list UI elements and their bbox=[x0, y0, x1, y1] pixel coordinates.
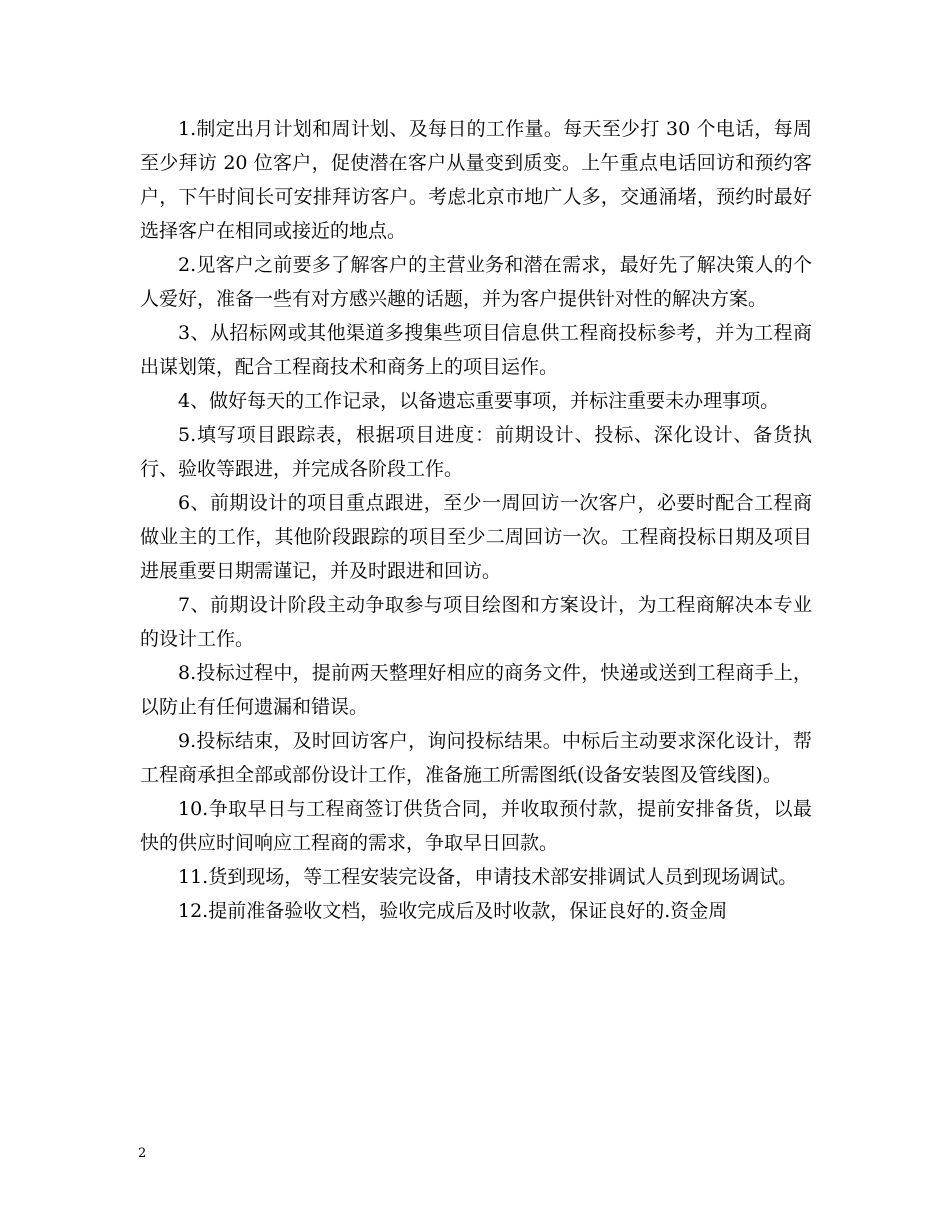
paragraph-10: 10.争取早日与工程商签订供货合同，并收取预付款，提前安排备货，以最快的供应时间响应工程商的需求，争取早日回款。 bbox=[140, 798, 812, 854]
body-text bbox=[140, 112, 812, 928]
paragraph-12: 12.提前准备验收文档，验收完成后及时收款，保证良好的.资金周 bbox=[178, 900, 728, 922]
paragraph-7: 7、前期设计阶段主动争取参与项目绘图和方案设计，为工程商解决本专业的设计工作。 bbox=[140, 594, 812, 650]
paragraph-6: 6、前期设计的项目重点跟进，至少一周回访一次客户，必要时配合工程商做业主的工作，其他阶段跟踪的项目至少二周回访一次。工程商投标日期及项目进展重要日期需谨记，并及时跟进和回访。 bbox=[140, 492, 812, 582]
paragraph-2: 2.见客户之前要多了解客户的主营业务和潜在需求，最好先了解决策人的个人爱好，准备一些有对方感兴趣的话题，并为客户提供针对性的解决方案。 bbox=[140, 254, 812, 310]
paragraph-1: 1.制定出月计划和周计划、及每日的工作量。每天至少打 30 个电话，每周至少拜访 20 位客户，促使潜在客户从量变到质变。上午重点电话回访和预约客户，下午时间长可安排拜访客户。考虑北京市地广人多，交通涌堵，预约时最好选择客户在相同或接近的地点。 bbox=[140, 118, 812, 242]
paragraph-8: 8.投标过程中，提前两天整理好相应的商务文件，快递或送到工程商手上，以防止有任何遗漏和错误。 bbox=[140, 662, 812, 718]
paragraph-11: 11.货到现场，等工程安装完设备，申请技术部安排调试人员到现场调试。 bbox=[178, 866, 798, 888]
paragraph-5: 5.填写项目跟踪表，根据项目进度：前期设计、投标、深化设计、备货执行、验收等跟进，并完成各阶段工作。 bbox=[140, 424, 812, 480]
page-number: 2 bbox=[138, 1146, 147, 1161]
paragraph-9: 9.投标结束，及时回访客户，询问投标结果。中标后主动要求深化设计，帮工程商承担全部或部份设计工作，准备施工所需图纸(设备安装图及管线图)。 bbox=[140, 730, 812, 786]
paragraph-3: 3、从招标网或其他渠道多搜集些项目信息供工程商投标参考，并为工程商出谋划策，配合工程商技术和商务上的项目运作。 bbox=[140, 322, 812, 378]
paragraph-4: 4、做好每天的工作记录，以备遗忘重要事项，并标注重要未办理事项。 bbox=[178, 390, 780, 412]
